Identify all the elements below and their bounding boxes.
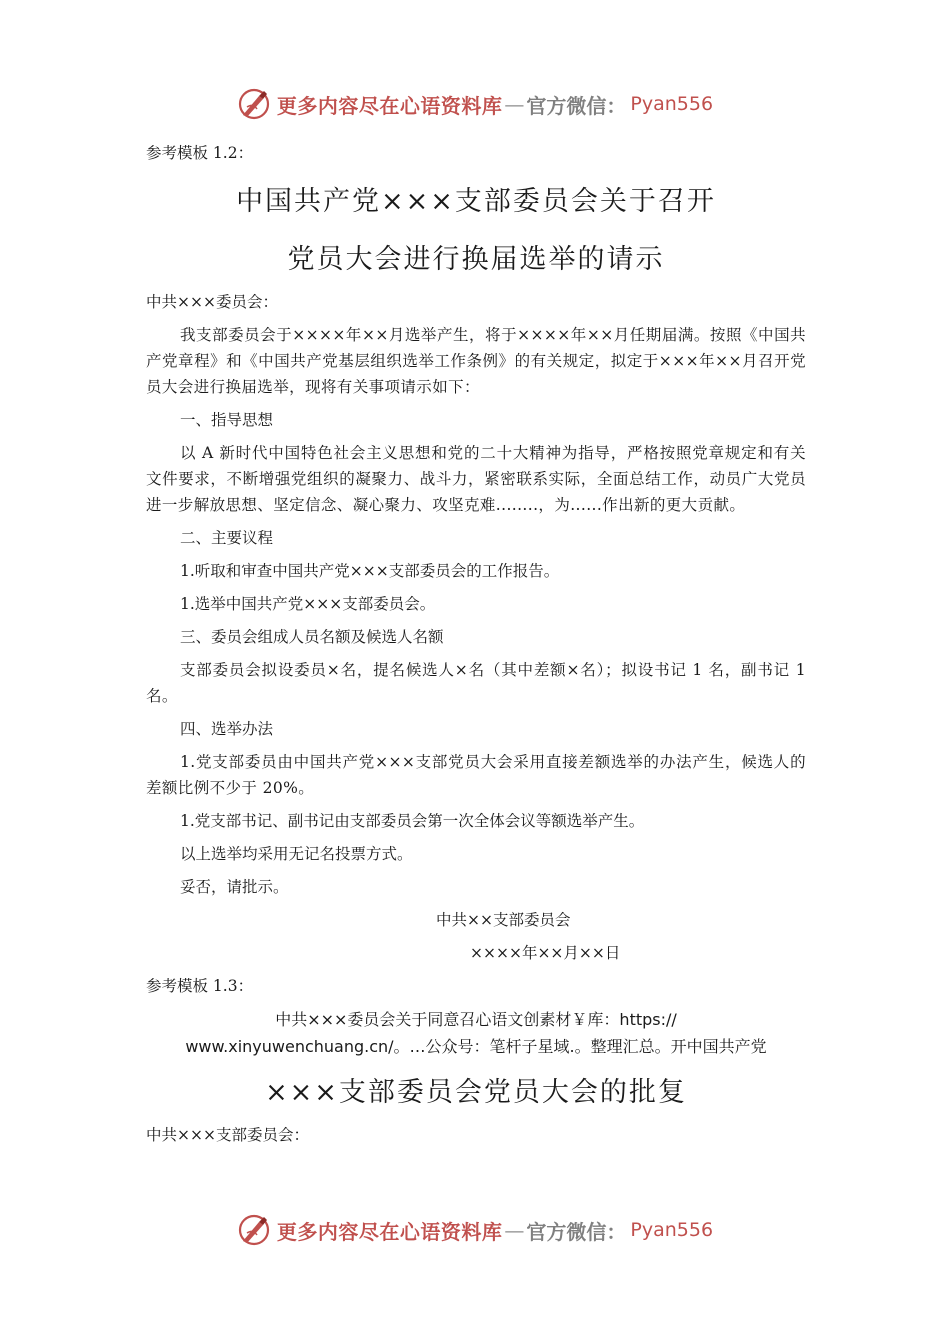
section-4-heading: 四、选举办法 bbox=[180, 720, 274, 738]
banner-dash: — bbox=[504, 92, 525, 116]
banner-wechat-id: Pyan556 bbox=[630, 93, 714, 115]
addressee: 中共×××委员会： bbox=[146, 293, 278, 311]
section-2-item-1: 1.听取和审查中国共产党×××支部委员会的工作报告。 bbox=[180, 562, 560, 580]
section-1-body: 以 A 新时代中国特色社会主义思想和党的二十大精神为指导，严格按照党章规定和有关文件要求，不断增强党组织的凝聚力、战斗力，紧密联系实际，全面总结工作，动员广大党员进一步解放思想、坚定信念、凝心聚力、攻坚克难........，为......作出新的更大贡献。 bbox=[146, 444, 806, 514]
closing-line-1: 以上选举均采用无记名投票方式。 bbox=[180, 845, 413, 863]
signature-date: ××××年××月××日 bbox=[470, 944, 621, 962]
section-4-item-1: 1.党支部委员由中国共产党×××支部党员大会采用直接差额选举的办法产生，候选人的差额比例不少于 20%。 bbox=[146, 753, 806, 797]
footer-banner bbox=[0, 1208, 950, 1252]
reply-title-mixed-line-1: 中共×××委员会关于同意召心语文创素材￥库：https:// bbox=[275, 1010, 677, 1029]
banner-wechat-id: Pyan556 bbox=[630, 1219, 714, 1241]
template-label-1-3: 参考模板 1.3： bbox=[146, 977, 254, 995]
header-banner bbox=[0, 82, 950, 126]
banner-wechat-label: 官方微信： bbox=[526, 93, 627, 118]
reply-title-mixed-line-2: www.xinyuwenchuang.cn/。…公众号：笔杆子星域.。整理汇总。开中国共产党 bbox=[185, 1037, 767, 1056]
pen-logo-icon bbox=[237, 87, 271, 121]
pen-logo-icon bbox=[237, 1213, 271, 1247]
intro-paragraph: 我支部委员会于××××年××月选举产生，将于××××年××月任期届满。按照《中国共产党章程》和《中国共产党基层组织选举工作条例》的有关规定，拟定于×××年××月召开党员大会进行换届选举，现将有关事项请示如下： bbox=[146, 326, 806, 396]
reply-addressee: 中共×××支部委员会： bbox=[146, 1126, 309, 1144]
banner-dash: — bbox=[504, 1218, 525, 1242]
section-2-item-2: 1.选举中国共产党×××支部委员会。 bbox=[180, 595, 436, 613]
section-3-body: 支部委员会拟设委员×名，提名候选人×名（其中差额×名）；拟设书记 1 名，副书记 1 名。 bbox=[146, 661, 806, 705]
closing-line-2: 妥否，请批示。 bbox=[180, 878, 289, 896]
document-title-line-1: 中国共产党×××支部委员会关于召开 bbox=[236, 186, 716, 217]
banner-wechat-label: 官方微信： bbox=[526, 1219, 627, 1244]
section-2-heading: 二、主要议程 bbox=[180, 529, 274, 547]
section-1-heading: 一、指导思想 bbox=[180, 411, 274, 429]
banner-slogan: 更多内容尽在心语资料库 bbox=[276, 93, 503, 118]
section-3-heading: 三、委员会组成人员名额及候选人名额 bbox=[180, 628, 444, 646]
document-title-line-2: 党员大会进行换届选举的请示 bbox=[287, 244, 665, 275]
section-4-item-2: 1.党支部书记、副书记由支部委员会第一次全体会议等额选举产生。 bbox=[180, 812, 645, 830]
banner-slogan: 更多内容尽在心语资料库 bbox=[276, 1219, 503, 1244]
document-body bbox=[146, 140, 806, 1155]
signature-organization: 中共××支部委员会 bbox=[436, 911, 571, 929]
template-label-1-2: 参考模板 1.2： bbox=[146, 144, 254, 162]
reply-title: ×××支部委员会党员大会的批复 bbox=[265, 1077, 687, 1108]
